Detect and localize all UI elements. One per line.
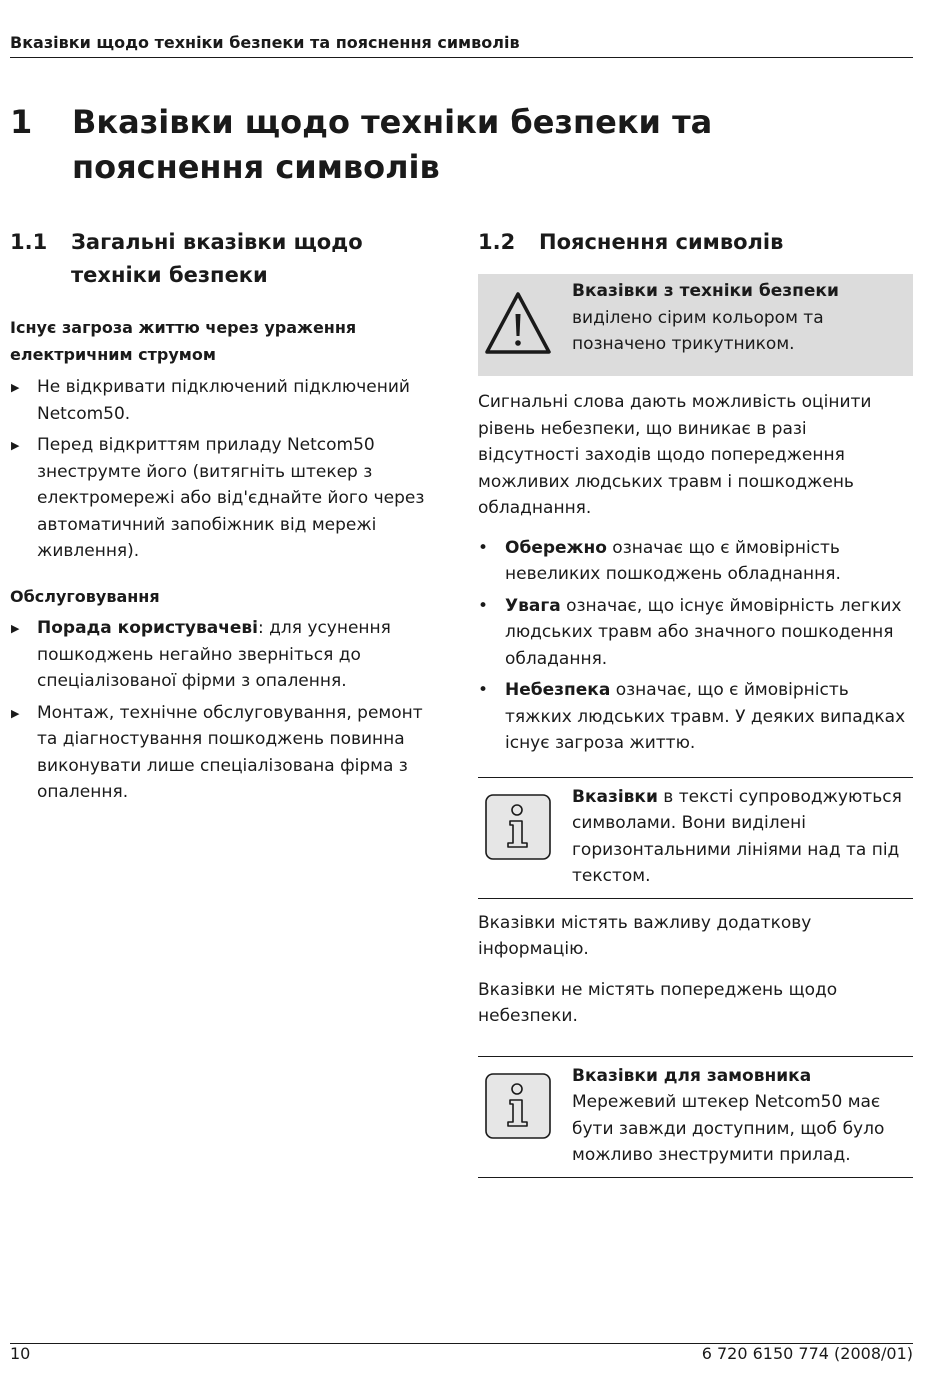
info-icon — [484, 1072, 552, 1140]
list-item: ▶ Перед відкриттям приладу Netcom50 знеструмте його (витягніть штекер з електромережі або від'єднайте його через автоматичний запобіжник від мережі живлення). — [11, 435, 425, 561]
note-box-symbols — [478, 777, 913, 899]
header-rule — [10, 57, 913, 58]
safety-notice-text: Вказівки з техніки безпеки виділено сірим кольором та позначено трикутником. — [572, 281, 839, 354]
list-item: ▶ Монтаж, технічне обслуговування, ремонт та діагностування пошкоджень повинна виконувати лише спеціалізована фірма з опалення. — [11, 702, 423, 802]
hazard-list — [10, 374, 442, 565]
note-no-warning-paragraph: Вказівки не містять попереджень щодо небезпеки. — [478, 979, 838, 1026]
document-number: 6 720 6150 774 (2008/01) — [701, 1344, 913, 1363]
left-column — [10, 226, 442, 811]
signal-words-list — [478, 535, 913, 757]
subheading-electric-hazard: Існує загроза життю через ураження електричним струмом — [10, 318, 357, 364]
info-icon — [484, 793, 552, 861]
list-item: • Увага означає, що існує ймовірність легких людських травм або значного пошкодення обладання. — [478, 593, 913, 673]
list-item: ▶ Не відкривати підключений підключений Netcom50. — [11, 377, 410, 424]
signal-words-intro: Сигнальні слова дають можливість оцінити рівень небезпеки, що виникає в разі відсутності заходів щодо попередження можливих людських травм і пошкоджень обладнання. — [478, 392, 872, 518]
subheading-maintenance: Обслуговування — [10, 586, 160, 606]
page-number: 10 — [10, 1344, 31, 1363]
running-head: Вказівки щодо техніки безпеки та пояснення символів — [10, 33, 520, 52]
note-info-paragraph: Вказівки містять важливу додаткову інформацію. — [478, 912, 812, 959]
note-box-customer — [478, 1056, 913, 1178]
section-number: 1.1 — [10, 230, 48, 254]
note-text: Вказівки для замовника Мережевий штекер Netcom50 має бути завжди доступним, щоб було можливо знеструмити прилад. — [572, 1065, 885, 1165]
bullet: • — [478, 680, 489, 700]
list-item: ▶ Порада користувачеві: для усунення пошкоджень негайно зверніться до спеціалізованої фірми з опалення. — [11, 618, 391, 691]
list-item: • Небезпека означає, що є ймовірність тяжких людських травм. У деяких випадках існує загроза життю. — [478, 677, 913, 757]
bullet: • — [478, 537, 489, 558]
warning-triangle-icon — [484, 290, 552, 358]
section-heading-1-2 — [478, 226, 913, 259]
section-title: Пояснення символів — [539, 230, 784, 254]
right-column — [478, 226, 913, 1178]
triangle-bullet-icon: ▶ — [11, 381, 20, 394]
safety-notice-box — [478, 274, 913, 376]
note-text: Вказівки в тексті супроводжуються символами. Вони виділені горизонтальними лініями над та під текстом. — [572, 786, 902, 886]
triangle-bullet-icon: ▶ — [11, 622, 20, 635]
triangle-bullet-icon: ▶ — [11, 706, 20, 720]
bullet: • — [478, 595, 489, 616]
chapter-title: Вказівки щодо техніки безпеки та пояснення символів — [72, 103, 713, 186]
triangle-bullet-icon: ▶ — [11, 439, 20, 452]
chapter-number: 1 — [10, 103, 33, 141]
section-heading-1-1 — [10, 226, 442, 292]
list-item: • Обережно означає що є ймовірність невеликих пошкоджень обладнання. — [478, 535, 913, 588]
maintenance-list — [10, 615, 442, 806]
section-title: Загальні вказівки щодо техніки безпеки — [71, 230, 363, 287]
section-number: 1.2 — [478, 230, 516, 254]
